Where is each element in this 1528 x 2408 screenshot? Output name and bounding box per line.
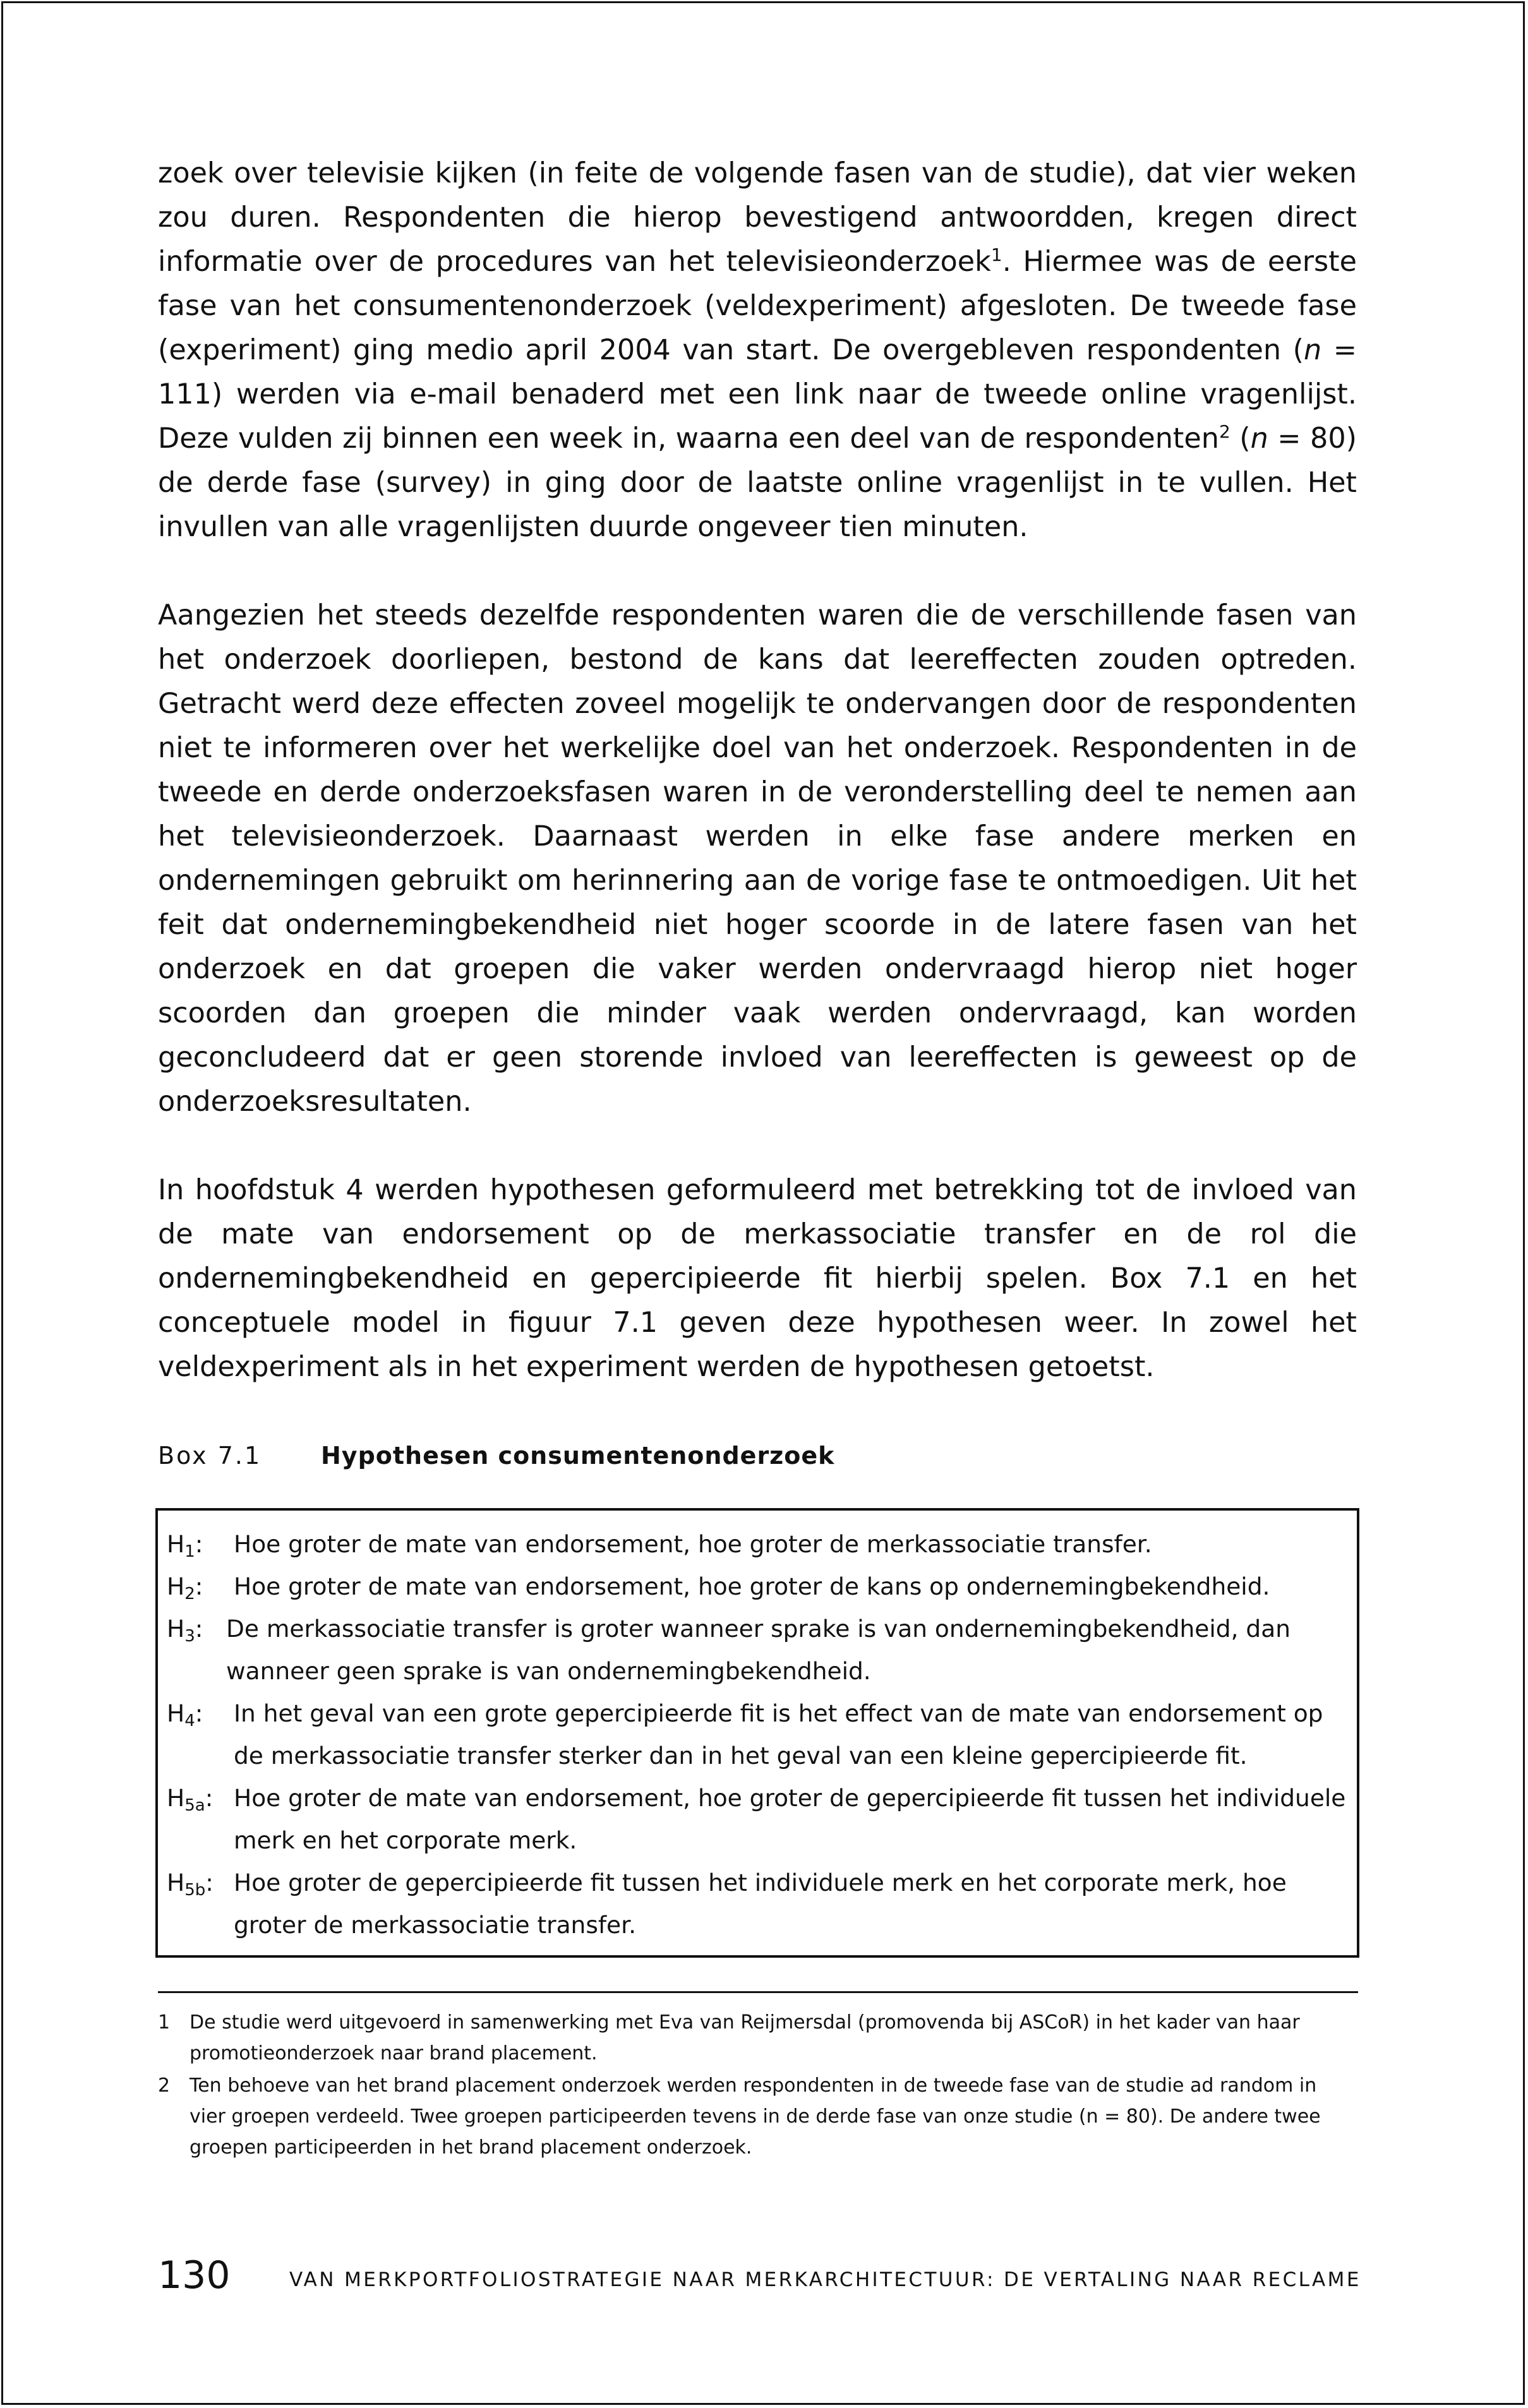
n-symbol: n — [1303, 334, 1322, 366]
box-label: Box 7.1 — [158, 1442, 262, 1470]
hypothesis-text: In het geval van een grote gepercipieerde fit is het effect van de mate van endorsement op de merkassociatie transfer sterker dan in het geval van een kleine gepercipieerde fit. — [234, 1699, 1323, 1770]
hypothesis-h5a — [167, 1777, 1351, 1862]
hypothesis-h5b — [167, 1862, 1351, 1946]
running-head: VAN MERKPORTFOLIOSTRATEGIE NAAR MERKARCHITECTUUR: DE VERTALING NAAR RECLAME — [289, 2268, 1361, 2291]
paragraph-1-part-a: zoek over televisie kijken (in feite de volgende fasen van de studie), dat vier weken zou duren. Respondenten die hierop bevestigend antwoordden, kregen direct informatie over de procedures van het televisieonderzoek — [158, 157, 1357, 278]
paragraph-3: In hoofdstuk 4 werden hypothesen geformuleerd met betrekking tot de invloed van de mate van endorsement op de merkassociatie transfer en de rol die ondernemingbekendheid en gepercipieerde fit hierbij spelen. Box 7.1 en het conceptuele model in figuur 7.1 geven deze hypothesen weer. In zowel het veldexperiment als in het experiment werden de hypothesen getoetst. — [158, 1174, 1357, 1383]
footnote-number: 1 — [158, 2011, 171, 2034]
hypothesis-text: Hoe groter de mate van endorsement, hoe groter de kans op ondernemingbekendheid. — [234, 1572, 1270, 1600]
paragraph-1-part-e: = 80) de derde fase (survey) in ging door de laatste online vragenlijst in te vullen. Het invullen van alle vragenlijsten duurde ongeveer tien minuten. — [158, 422, 1357, 543]
hypothesis-text: De merkassociatie transfer is groter wanneer sprake is van ondernemingbekendheid, dan wanneer geen sprake is van ondernemingbekendheid. — [226, 1615, 1290, 1685]
footnote-text: De studie werd uitgevoerd in samenwerking met Eva van Reijmersdal (promovenda bij ASCoR) in het kader van haar promotieonderzoek naar brand placement. — [189, 2011, 1300, 2064]
hypothesis-label: $H_2$: — [167, 1572, 203, 1603]
page-number: 130 — [158, 2253, 231, 2297]
hypotheses-box — [155, 1508, 1359, 1958]
footnote-number: 2 — [158, 2075, 171, 2097]
hypothesis-label: $H_3$: — [167, 1615, 203, 1646]
hypothesis-h2 — [167, 1566, 1351, 1608]
hypothesis-text: Hoe groter de mate van endorsement, hoe groter de merkassociatie transfer. — [234, 1530, 1152, 1558]
hypothesis-label: $H_4$: — [167, 1699, 203, 1730]
hypothesis-text: Hoe groter de mate van endorsement, hoe groter de gepercipieerde fit tussen het individuele merk en het corporate merk. — [234, 1784, 1346, 1854]
paragraph-1 — [158, 152, 1357, 549]
footnotes — [158, 2007, 1358, 2164]
paragraph-1-part-c: = 111) werden via e-mail benaderd met een link naar de tweede online vragenlijst. Deze vulden zij binnen een week in, waarna een deel van de respondenten — [158, 334, 1357, 455]
hypothesis-h3 — [167, 1608, 1351, 1692]
hypothesis-label: $H_{5a}$: — [167, 1784, 214, 1815]
hypothesis-h4 — [167, 1692, 1351, 1777]
footnote-text: Ten behoeve van het brand placement onderzoek werden respondenten in de tweede fase van de studie ad random in vier groepen verdeeld. Twee groepen participeerden tevens in de derde fase van onze studie (n = 80). De andere twee groepen participeerden in het brand placement onderzoek. — [189, 2075, 1321, 2159]
box-title: Hypothesen consumentenonderzoek — [321, 1442, 835, 1470]
paragraph-1-part-b: . Hiermee was de eerste fase van het consumentenonderzoek (veldexperiment) afgesloten. De tweede fase (experiment) ging medio april 2004 van start. De overgebleven respondenten ( — [158, 246, 1357, 366]
footnote-1 — [158, 2007, 1358, 2069]
hypothesis-label: $H_{5b}$: — [167, 1869, 214, 1900]
footnote-ref-1[interactable]: 1 — [990, 244, 1002, 266]
n-symbol: n — [1250, 422, 1268, 455]
box-caption — [158, 1437, 834, 1475]
footnote-ref-2[interactable]: 2 — [1218, 421, 1230, 443]
body-text — [158, 152, 1357, 1389]
paragraph-1-part-d: ( — [1230, 422, 1251, 455]
hypothesis-text: Hoe groter de gepercipieerde fit tussen het individuele merk en het corporate merk, hoe groter de merkassociatie transfer. — [234, 1869, 1287, 1939]
footnote-2 — [158, 2070, 1358, 2163]
footnote-divider — [158, 1991, 1358, 1993]
hypothesis-label: $H_1$: — [167, 1530, 203, 1561]
paragraph-2: Aangezien het steeds dezelfde respondenten waren die de verschillende fasen van het onderzoek doorliepen, bestond de kans dat leereffecten zouden optreden. Getracht werd deze effecten zoveel mogelijk te ondervangen door de respondenten niet te informeren over het werkelijke doel van het onderzoek. Respondenten in de tweede en derde onderzoeksfasen waren in de veronderstelling deel te nemen aan het televisieonderzoek. Daarnaast werden in elke fase andere merken en ondernemingen gebruikt om herinnering aan de vorige fase te ontmoedigen. Uit het feit dat ondernemingbekendheid niet hoger scoorde in de latere fasen van het onderzoek en dat groepen die vaker werden ondervraagd hierop niet hoger scoorden dan groepen die minder vaak werden ondervraagd, kan worden geconcludeerd dat er geen storende invloed van leereffecten is geweest op de onderzoeksresultaten. — [158, 599, 1357, 1118]
hypothesis-h1 — [167, 1523, 1351, 1566]
